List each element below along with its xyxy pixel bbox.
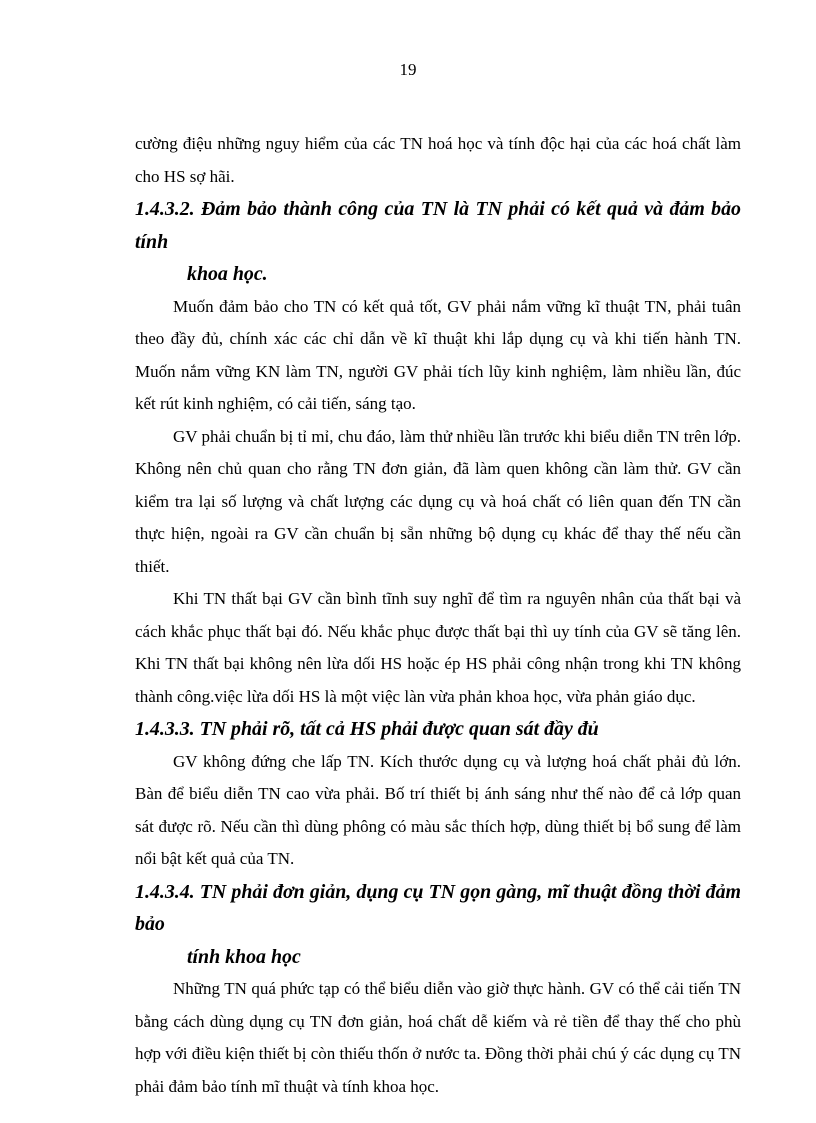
heading-text: 1.4.3.2. Đảm bảo thành công của TN là TN phải có kết quả và đảm bảo tính xyxy=(135,198,741,253)
page-number: 19 xyxy=(399,60,417,79)
document-body xyxy=(135,128,741,1103)
paragraph-technique: Muốn đảm bảo cho TN có kết quả tốt, GV phải nắm vững kĩ thuật TN, phải tuân theo đầy đủ, chính xác các chỉ dẫn về kĩ thuật khi lắp dụng cụ và khi tiến hành TN. Muốn nắm vững KN làm TN, người GV phải tích lũy kinh nghiệm, làm nhiều lần, đúc kết rút kinh nghiệm, có cải tiến, sáng tạo. xyxy=(135,296,741,413)
section-heading-1-4-3-4 xyxy=(135,876,741,974)
section-heading-1-4-3-2 xyxy=(135,193,741,291)
paragraph-failure: Khi TN thất bại GV cần bình tĩnh suy nghĩ để tìm ra nguyên nhân của thất bại và cách khắc phục thất bại đó. Nếu khắc phục được thất bại thì uy tính của GV sẽ tăng lên. Khi TN thất bại không nên lừa dối HS hoặc ép HS phải công nhận trong khi TN không thành công.việc lừa dối HS là một việc làn vừa phản khoa học, vừa phản giáo dục. xyxy=(135,589,741,706)
paragraph-preparation: GV phải chuẩn bị tỉ mỉ, chu đáo, làm thử nhiều lần trước khi biểu diễn TN trên lớp. Không nên chủ quan cho rằng TN đơn giản, đã làm quen không cần làm thử. GV cần kiểm tra lại số lượng và chất lượng các dụng cụ và hoá chất có liên quan đến TN cần thực hiện, ngoài ra GV cần chuẩn bị sẵn những bộ dụng cụ khác để thay thế nếu cần thiết. xyxy=(135,426,741,576)
paragraph-simplicity: Những TN quá phức tạp có thể biểu diễn vào giờ thực hành. GV có thể cải tiến TN bằng cách dùng dụng cụ TN đơn giản, hoá chất dễ kiếm và rẻ tiền để thay thế cho phù hợp với điều kiện thiết bị còn thiếu thốn ở nước ta. Đồng thời phải chú ý các dụng cụ TN phải đảm bảo tính mĩ thuật và tính khoa học. xyxy=(135,979,741,1096)
section-heading-1-4-3-3 xyxy=(135,713,741,746)
paragraph-intro-continuation: cường điệu những nguy hiểm của các TN hoá học và tính độc hại của các hoá chất làm cho HS sợ hãi. xyxy=(135,134,741,186)
heading-text: 1.4.3.4. TN phải đơn giản, dụng cụ TN gọn gàng, mĩ thuật đồng thời đảm bảo xyxy=(135,880,741,935)
heading-text: 1.4.3.3. TN phải rõ, tất cả HS phải được quan sát đầy đủ xyxy=(135,718,599,740)
paragraph-visibility: GV không đứng che lấp TN. Kích thước dụng cụ và lượng hoá chất phải đủ lớn. Bàn để biểu diễn TN cao vừa phải. Bố trí thiết bị ánh sáng như thế nào để cả lớp quan sát được rõ. Nếu cần thì dùng phông có màu sắc thích hợp, dùng thiết bị bổ sung để làm nổi bật kết quả của TN. xyxy=(135,751,741,868)
heading-continuation: tính khoa học xyxy=(187,945,301,968)
heading-continuation: khoa học. xyxy=(187,263,268,285)
